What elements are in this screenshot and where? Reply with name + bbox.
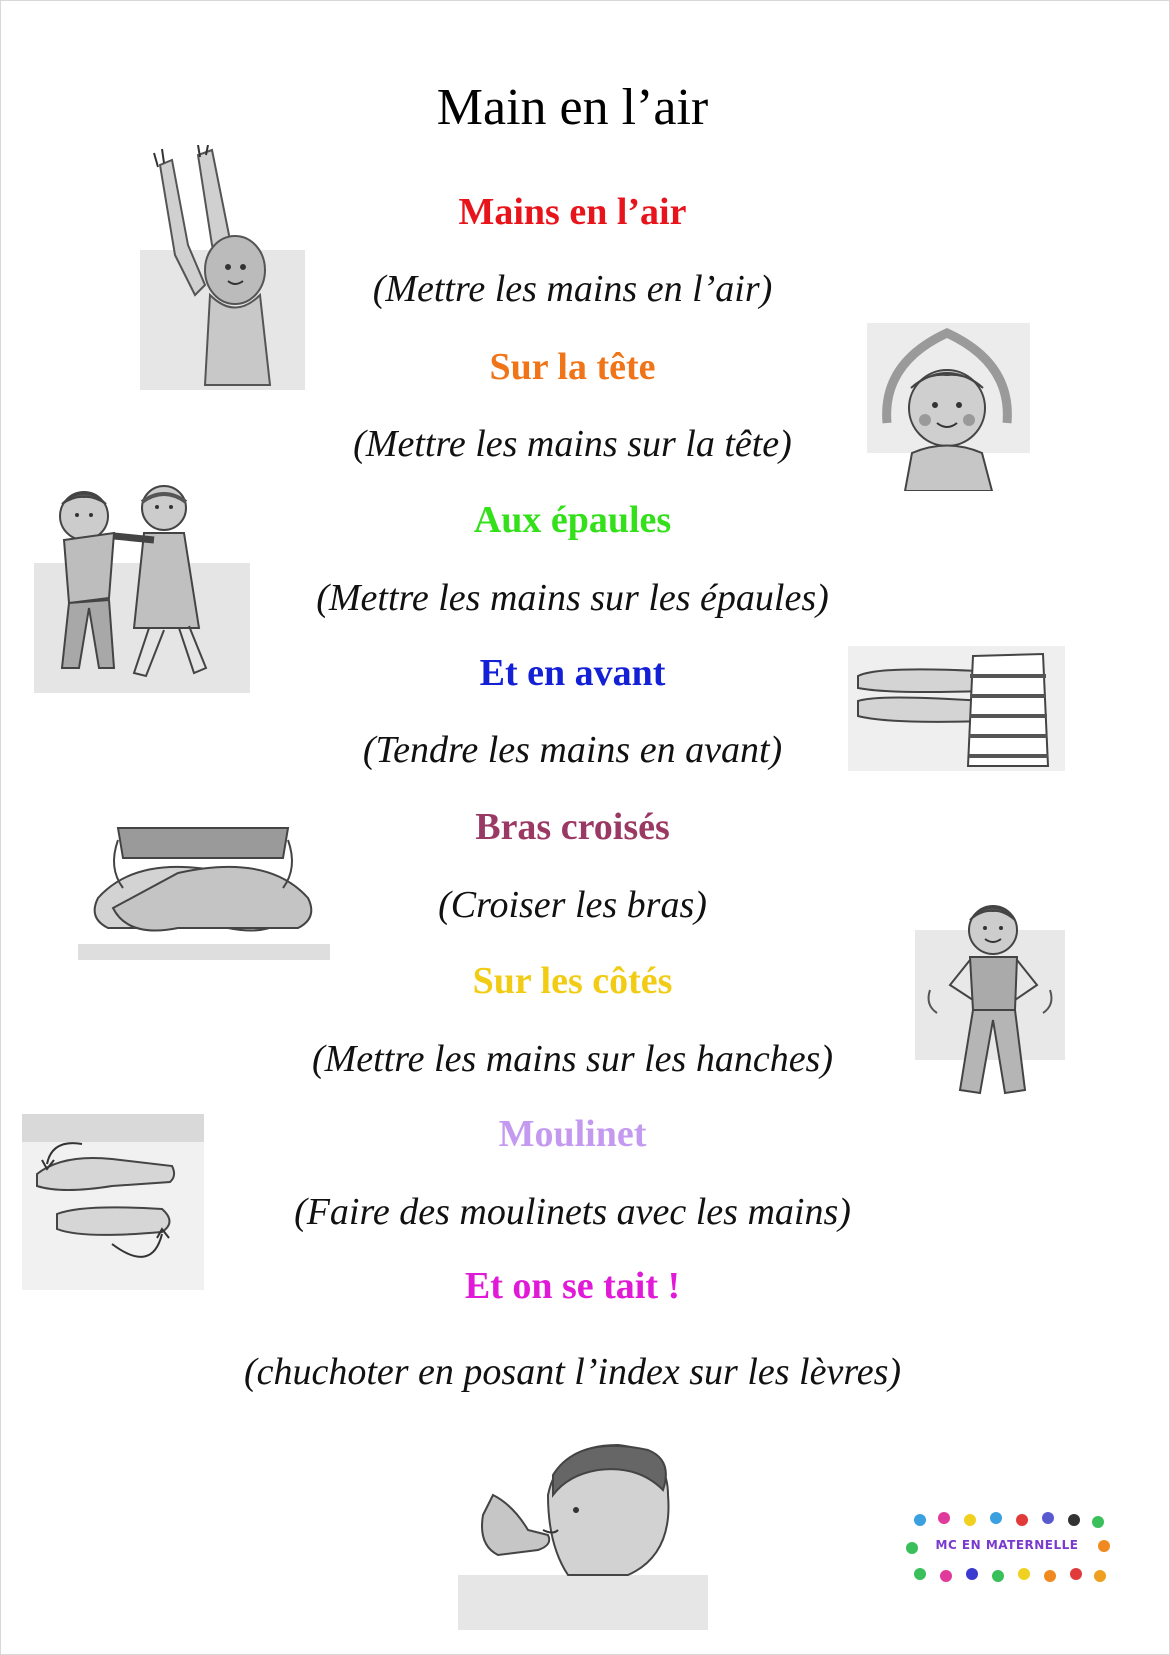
action-5: (Croiser les bras): [438, 884, 707, 926]
hands-on-hips-boy-illustration: [915, 895, 1065, 1100]
action-6: (Mettre les mains sur les hanches): [312, 1038, 833, 1080]
hands-on-shoulders-children-illustration: [34, 478, 250, 698]
logo-text: MC EN MATERNELLE: [935, 1538, 1079, 1552]
windmill-hands-illustration: [22, 1114, 204, 1290]
action-4: (Tendre les mains en avant): [362, 729, 783, 771]
verse-4: Et en avant: [479, 652, 666, 694]
action-3: (Mettre les mains sur les épaules): [316, 577, 829, 619]
verse-3: Aux épaules: [473, 499, 672, 541]
finger-on-lips-boy-illustration: [458, 1435, 708, 1630]
hands-up-child-illustration: [140, 145, 305, 390]
verse-2: Sur la tête: [489, 346, 656, 388]
verse-7: Moulinet: [498, 1113, 647, 1155]
hands-on-head-boy-illustration: [867, 323, 1030, 491]
verse-5: Bras croisés: [475, 806, 670, 848]
verse-6: Sur les côtés: [472, 960, 673, 1002]
verse-1: Mains en l’air: [458, 191, 687, 233]
action-8: (chuchoter en posant l’index sur les lèvres): [243, 1351, 902, 1393]
arms-crossed-illustration: [78, 818, 330, 960]
page-title: Main en l’air: [436, 79, 709, 136]
action-1: (Mettre les mains en l’air): [372, 268, 773, 310]
action-2: (Mettre les mains sur la tête): [353, 423, 792, 465]
mc-en-maternelle-logo: [902, 1512, 1112, 1584]
arms-forward-illustration: [848, 646, 1065, 771]
verse-8: Et on se tait !: [464, 1265, 681, 1307]
action-7: (Faire des moulinets avec les mains): [294, 1191, 851, 1233]
